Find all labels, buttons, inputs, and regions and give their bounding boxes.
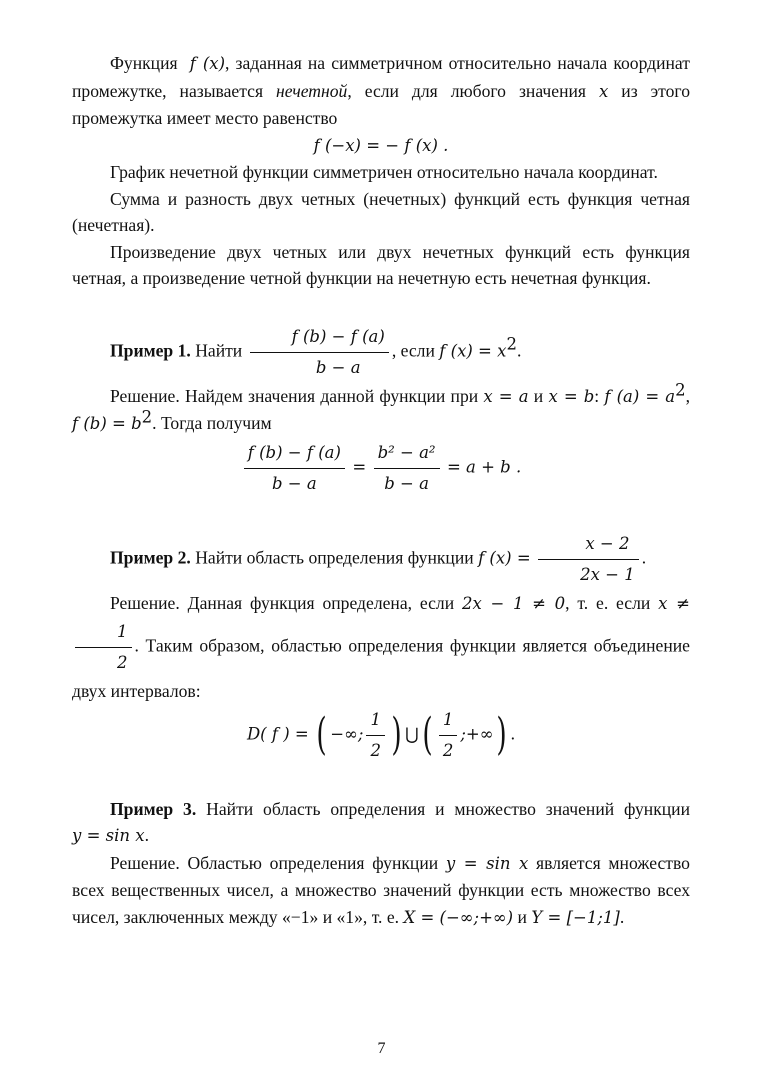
example1-solution: Решение. Найдем значения данной функции при x = a и x = b: f $(a) = a^2$, f $(b) = b^2$. Тогда получим — [72, 380, 691, 433]
example2-solution: Решение. Данная функция определена, если 2x − 1 ≠ 0, т. е. если x ≠ $\frac{1}{2}$ . Таким образом, областью определения функции является объединение двух интервалов: — [72, 592, 690, 701]
example3-task: Пример 3. Найти область определения и множество значений функции y = sin x. — [72, 798, 690, 845]
graph-paragraph: График нечетной функции симметричен относительно начала координат. — [110, 162, 658, 182]
example1-fraction: $\frac{f (b) - f (a)}{b - a}$ — [250, 322, 389, 383]
odd-formula: f (−x) = − f (x) . — [313, 135, 449, 155]
example2-domain: D( f ) = ( −∞; $\frac{1}{2}$ ) ⋃( $\frac{1}{2}$ ;+∞) . — [72, 705, 690, 766]
sum-paragraph: Сумма и разность двух четных (нечетных) функций есть функция четная (нечетная). — [72, 188, 690, 235]
example1-task: Пример 1. Найти $\frac{f (b) - f (a)}{b - a}$ , если f $(x) = x^2$. — [72, 322, 690, 383]
example3-solution: Решение. Областью определения функции y = sin x является множество всех вещественных чисел, а множество значений функции есть множество всех чисел, заключенных между «−1» и «1», т. е. X = (−∞;+∞) и Y = [−1;1]. — [72, 852, 690, 927]
odd-function-definition: Функция f (x), заданная на симметричном относительно начала координат промежутке, называется нечетной, если для любого значения x из этого промежутка имеет место равенство — [72, 53, 690, 128]
example3-heading: Пример 3. — [110, 798, 197, 819]
example1-result: $\frac{f (b) - f (a)}{b - a}$ = $\frac{\text{b² − a²}}{b - a}$ = a + b . — [72, 438, 690, 499]
page-number: 7 — [377, 1040, 386, 1057]
product-paragraph: Произведение двух четных или двух нечетных функций есть функция четная, а произведение четной функции на нечетную есть нечетная функция. — [72, 241, 690, 288]
page-content — [72, 50, 690, 931]
example2-heading: Пример 2. — [110, 547, 191, 568]
example2-task: Пример 2. Найти область определения функции f (x) = $\frac{x - 2}{2x - 1}$ . — [72, 529, 690, 590]
example1-heading: Пример 1. — [110, 340, 191, 361]
